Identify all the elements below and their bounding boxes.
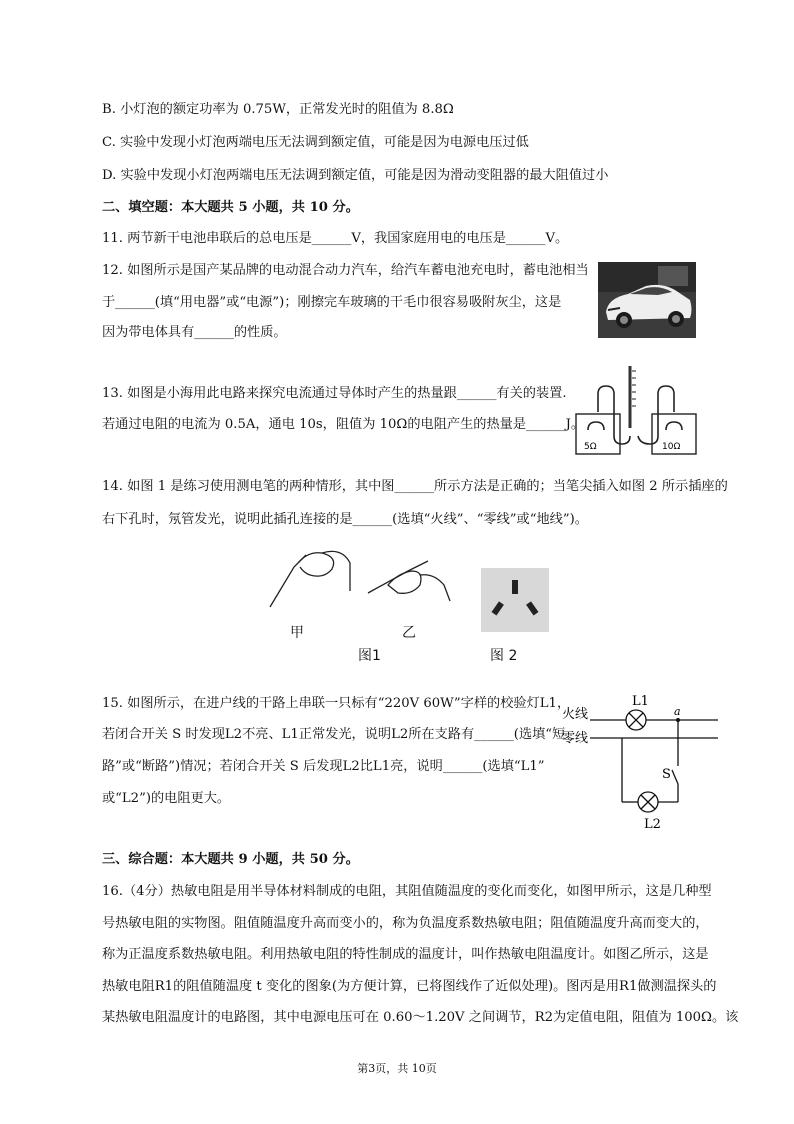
question-16-line4: 热敏电阻R1的阻值随温度 t 变化的图象(为方便计算，已将图线作了近似处理)。图丙是用R1做测温探头的: [102, 979, 717, 994]
question-14-line1: 14. 如图 1 是练习使用测电笔的两种情形，其中图______所示方法是正确的；当笔尖插入如图 2 所示插座的: [102, 479, 728, 494]
lamp-l2-label: L2: [644, 817, 661, 830]
question-12-line1: 12. 如图所示是国产某品牌的电动混合动力汽车，给汽车蓄电池充电时，蓄电池相当: [102, 263, 589, 278]
section-two-heading: 二、填空题：本大题共 5 小题，共 10 分。: [102, 200, 359, 215]
test-pencil-illustration: [258, 545, 458, 615]
resistor-10-label: 10Ω: [662, 442, 681, 452]
question-13-line1: 13. 如图是小海用此电路来探究电流通过导体时产生的热量跟______有关的装置.: [102, 386, 567, 401]
node-a-label: a: [674, 705, 681, 718]
question-16-line5: 某热敏电阻温度计的电路图，其中电源电压可在 0.60～1.20V 之间调节，R2为定值电阻，阻值为 100Ω。该: [102, 1010, 739, 1025]
hybrid-car-photo: [598, 262, 696, 338]
question-14-line2: 右下孔时，氖管发光，说明此插孔连接的是______(选填“火线”、“零线”或“地线”)。: [102, 512, 588, 527]
resistor-5-label: 5Ω: [584, 442, 597, 452]
household-circuit-diagram: [560, 690, 720, 830]
question-15-line4: 或“L2”)的电阻更大。: [102, 791, 231, 806]
three-hole-socket: [481, 568, 549, 632]
page-footer: 第3页，共 10页: [357, 1062, 437, 1075]
question-12-line2: 于______(填“用电器”或“电源”)；刚擦完车玻璃的干毛巾很容易吸附灰尘，这是: [102, 295, 562, 310]
section-three-heading: 三、综合题：本大题共 9 小题，共 50 分。: [102, 852, 359, 867]
question-15-line1: 15. 如图所示，在进户线的干路上串联一只标有“220V 60W”字样的校验灯L1，: [102, 696, 571, 711]
neutral-wire-label: 零线: [562, 731, 589, 746]
question-15-line3: 路”或“断路”)情况；若闭合开关 S 后发现L2比L1亮，说明______(选填“L1”: [102, 759, 545, 774]
option-c: C. 实验中发现小灯泡两端电压无法调到额定值，可能是因为电源电压过低: [102, 135, 529, 150]
switch-s-label: S: [662, 767, 671, 782]
lamp-l1-label: L1: [632, 694, 649, 709]
question-16-line2: 号热敏电阻的实物图。阻值随温度升高而变小的，称为负温度系数热敏电阻；阻值随温度升高而变大的，: [102, 916, 709, 931]
option-b: B. 小灯泡的额定功率为 0.75W，正常发光时的阻值为 8.8Ω: [102, 102, 454, 117]
label-figure-1: 图1: [358, 648, 381, 664]
question-13-line2: 若通过电阻的电流为 0.5A，通电 10s，阻值为 10Ω的电阻产生的热量是______J。: [102, 417, 585, 432]
label-figure-2: 图 2: [490, 648, 518, 664]
question-16-line3: 称为正温度系数热敏电阻。利用热敏电阻的特性制成的温度计，叫作热敏电阻温度计。如图乙所示，这是: [102, 947, 709, 962]
question-16-line1: 16.（4分）热敏电阻是用半导体材料制成的电阻，其阻值随温度的变化而变化，如图甲所示，这是几种型: [102, 884, 712, 899]
question-15-line2: 若闭合开关 S 时发现L2不亮、L1正常发光，说明L2所在支路有______(选填“短: [102, 727, 566, 742]
question-12-line3: 因为带电体具有______的性质。: [102, 325, 287, 340]
label-yi: 乙: [402, 625, 416, 641]
question-11: 11. 两节新干电池串联后的总电压是______V，我国家庭用电的电压是______V。: [102, 231, 569, 246]
label-jia: 甲: [290, 625, 304, 641]
fire-wire-label: 火线: [562, 707, 589, 722]
option-d: D. 实验中发现小灯泡两端电压无法调到额定值，可能是因为滑动变阻器的最大阻值过小: [102, 168, 609, 183]
joule-heat-apparatus: [570, 366, 700, 456]
